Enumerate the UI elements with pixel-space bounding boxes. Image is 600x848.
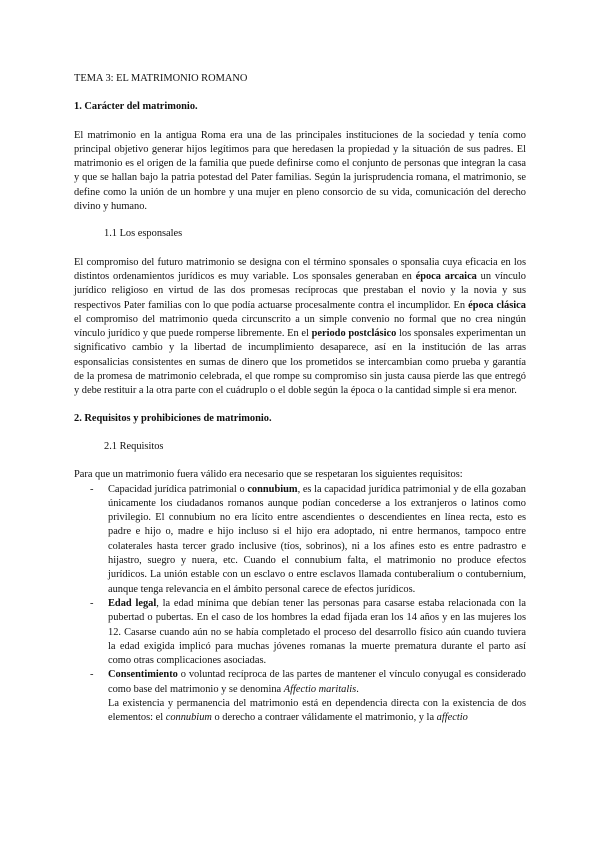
list-item-text [108,483,526,597]
text-run: un vínculo jurídico religioso en virtud de las dos promesas recíprocas que prestaban el novio y la novia y sus respectivos Pater familias con lo que podía actuarse procesalmente contra el incumplidor. En [74,270,526,311]
page-title: TEMA 3: EL MATRIMONIO ROMANO [74,73,248,84]
bold-term: Edad legal [108,597,157,609]
bold-term: periodo postclásico [311,328,397,340]
subsection-title: 2.1 Requisitos [104,440,164,452]
text-run: , es la capacidad jurídica patrimonial y de ella gozaban únicamente los ciudadanos romanos aunque podían concederse a los extranjeros o latinos como privilegio. El connubium no era lícito entre ascendientes o descendientes en línea recta, esto es padre e hijo o, madre e hijo incluso si el hijo era adoptado, ni entre hermanos, tampoco entre colaterales hasta tercer grado inclusive (tíos, sobrinos), ni a los afines esto es entre padrastro e hijastro, suegro y nuera, etc. Cuando el connubium falta, el matrimonio no produce efectos jurídicos. La unión estable con un esclavo o entre esclavos llamada contuberalium o contubernium, aunque tenga relevancia en el ámbito personal carece de efectos jurídicos. [108,483,526,595]
requirements-list [74,483,526,726]
bold-term: connubium [247,483,298,495]
text-run: , la edad mínima que debían tener las personas para casarse estaba relacionada con la pubertad o pubertas. En el caso de los hombres la edad fijada eran los 14 años y en las mujeres los 12. Casarse cuando aún no se había completado el proceso del desarrollo físico aún cuando tuviera la edad exigida implicó para muchas jóvenes romanas la muerte prematura durante el parto así como otras complicaciones asociadas. [108,597,527,667]
section-heading-text: Carácter del matrimonio. [84,101,198,113]
italic-term: Affectio maritalis [283,683,357,695]
text-run: o voluntad recíproca de las partes de mantener el vínculo conyugal es considerado como base del matrimonio y se denomina [108,669,526,695]
paragraph: El matrimonio en la antigua Roma era una de las principales instituciones de la sociedad y tenía como principal objetivo generar hijos legítimos para que heredasen la propiedad y la situación de sus padres. El matrimonio es el origen de la familia que puede definirse como el conjunto de personas que integran la casa y que se hallan bajo la patria potestad del Pater familias. Según la jurisprudencia romana, el matrimonio, se define como la unión de un hombre y una mujer en pleno consorcio de su vida, comunicación del derecho divino y humano. [74,129,526,213]
italic-term: affectio [436,712,468,724]
subsection-title: 1.1 Los esponsales [104,228,183,240]
italic-term: connubium [165,712,212,724]
section-heading-2 [74,412,526,426]
bullet-dash: - [90,597,94,609]
text-run: el compromiso del matrimonio queda circunscrito a un simple convenio no formal que no crea ningún vínculo jurídico y que puede romperse libremente. En el [74,313,526,340]
bullet-dash: - [90,669,94,681]
text-run: los sponsales experimentan un significativo cambio y la libertad de incumplimiento desaparece, así en la institución de las arras esponsalicias consistentes en sumas de dinero que los prometidos se intercambian como prueba y garantía de la promesa de matrimonio celebrada, el que rompe su compromiso sin justa causa pierde las que entregó y debe restituir a la otra parte con el cuádruplo o el doble según la época o la cantidad simple si era menor. [74,328,526,397]
section-heading-text: Requisitos y prohibiciones de matrimonio. [84,412,272,424]
bold-term: época arcaica [415,270,477,282]
text-run: La existencia y permanencia del matrimonio está en dependencia directa con la existencia de dos elementos: el [108,697,526,724]
list-item-continuation [108,697,526,726]
text-run: El compromiso del futuro matrimonio se designa con el término sponsales o sponsalia cuya eficacia en los distintos ordenamientos jurídicos es muy variable. Los sponsales generaban en [74,256,526,282]
bold-term: Consentimiento [108,669,178,681]
paragraph [74,256,526,399]
text-run: o derecho a contraer válidamente el matrimonio, y la [211,712,437,724]
bold-term: época clásica [468,299,526,311]
text-run: Capacidad jurídica patrimonial o [108,483,248,495]
list-item [74,597,526,668]
document-page [74,72,526,726]
list-item [74,483,526,597]
text-run: . [356,683,359,695]
section-number: 2. [74,412,82,424]
paragraph: Para que un matrimonio fuera válido era necesario que se respetaran los siguientes requisitos: [74,469,463,481]
list-item [74,668,526,725]
bullet-dash: - [90,483,94,495]
section-number: 1. [74,101,82,113]
list-item-text [108,668,526,697]
list-item-text [108,597,526,668]
section-heading-1 [74,100,526,114]
